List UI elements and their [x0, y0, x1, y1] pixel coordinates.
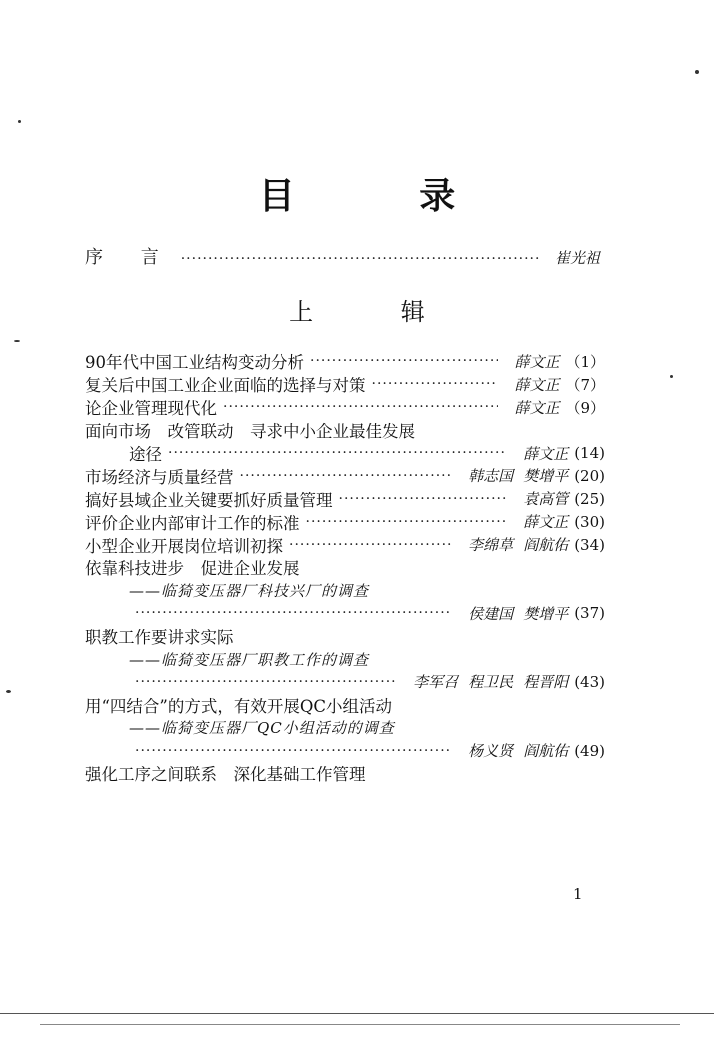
entry-page: (20): [574, 466, 605, 485]
entry-subtitle: ——临猗变压器厂科技兴厂的调查: [129, 581, 370, 600]
entry-author: 李绵草: [468, 536, 514, 555]
entry-subtitle: ——临猗变压器厂QC小组活动的调查: [129, 719, 395, 738]
entry-title: 复关后中国工业企业面临的选择与对策: [85, 376, 366, 396]
table-of-contents: [85, 350, 605, 785]
preface-author: 崔光祖: [554, 249, 600, 267]
page-number: 1: [573, 885, 583, 903]
toc-entry[interactable]: [85, 487, 605, 510]
entry-page: (14): [574, 444, 605, 462]
entry-author: 薛文正: [514, 375, 560, 394]
dot-leader: [168, 445, 507, 461]
entry-page: （7）: [565, 375, 605, 394]
entry-title: 职教工作要讲求实际: [85, 628, 234, 648]
scan-artifact-speck: [6, 690, 11, 693]
entry-page: (30): [574, 512, 605, 531]
entry-author: 薛文正: [523, 513, 569, 532]
entry-title: 面向市场 改管联动 寻求中小企业最佳发展: [85, 422, 415, 442]
toc-entry[interactable]: [85, 693, 605, 716]
page-title: 目 录: [258, 175, 512, 217]
entry-author: 阎航佑: [523, 742, 569, 761]
toc-entry[interactable]: [85, 533, 605, 556]
dot-leader: [310, 353, 498, 369]
scan-artifact-line: [0, 1013, 714, 1014]
entry-page: (34): [574, 535, 605, 554]
entry-author: 韩志国: [468, 467, 514, 486]
entry-title: 用“四结合”的方式，有效开展QC小组活动: [85, 696, 393, 716]
toc-entry[interactable]: [85, 350, 605, 373]
scan-artifact-speck: [14, 340, 20, 342]
entry-page: (43): [574, 672, 605, 691]
dot-leader: [223, 399, 498, 415]
toc-entry-continued[interactable]: [85, 442, 605, 465]
entry-author: 薛文正: [514, 398, 560, 417]
dot-leader: [289, 537, 452, 553]
entry-title: 市场经济与质量经营: [85, 467, 234, 487]
toc-entry[interactable]: [85, 396, 605, 419]
entry-page: （9）: [565, 398, 605, 417]
toc-entry[interactable]: [85, 464, 605, 487]
entry-author: 薛文正: [514, 352, 560, 371]
toc-entry-subtitle: [85, 716, 605, 739]
entry-author: 杨义贤: [468, 742, 514, 761]
entry-author: 樊增平: [523, 467, 569, 486]
entry-author: 程卫民: [468, 673, 514, 692]
entry-title: 途径: [129, 445, 162, 465]
toc-entry[interactable]: [85, 373, 605, 396]
section-heading: 上 辑: [289, 298, 465, 326]
dot-leader: [181, 251, 539, 267]
toc-entry-subtitle: [85, 648, 605, 671]
entry-subtitle: ——临猗变压器厂职教工作的调查: [129, 650, 370, 669]
preface-title: 序 言: [85, 247, 175, 268]
entry-title: 搞好县域企业关键要抓好质量管理: [85, 490, 333, 510]
dot-leader: [135, 743, 452, 759]
toc-entry-continued[interactable]: [85, 670, 605, 693]
entry-author: 侯建国: [468, 604, 514, 623]
entry-author: 李军召: [413, 673, 459, 692]
entry-title: 90年代中国工业结构变动分析: [85, 353, 304, 373]
entry-page: (25): [574, 489, 605, 508]
dot-leader: [306, 514, 508, 530]
entry-page: （1）: [565, 352, 605, 371]
dot-leader: [339, 491, 508, 507]
toc-entry[interactable]: [85, 625, 605, 648]
toc-entry[interactable]: [85, 556, 605, 579]
entry-author: 薛文正: [523, 444, 569, 463]
toc-entry[interactable]: [85, 762, 605, 785]
entry-title: 依靠科技进步 促进企业发展: [85, 559, 300, 579]
entry-page: (37): [574, 604, 605, 623]
entry-author: 程晋阳: [523, 673, 569, 692]
entry-author: 袁高管: [523, 490, 569, 509]
toc-entry-subtitle: [85, 579, 605, 602]
toc-entry[interactable]: [85, 510, 605, 533]
scan-artifact-speck: [670, 375, 673, 378]
dot-leader: [240, 468, 453, 484]
entry-title: 评价企业内部审计工作的标准: [85, 513, 300, 533]
dot-leader: [372, 376, 499, 392]
entry-author: 樊增平: [523, 604, 569, 623]
entry-title: 小型企业开展岗位培训初探: [85, 536, 283, 556]
toc-entry-continued[interactable]: [85, 602, 605, 625]
dot-leader: [135, 674, 397, 690]
scan-artifact-line: [40, 1024, 680, 1025]
preface-entry[interactable]: [85, 243, 600, 269]
scan-artifact-speck: [18, 120, 21, 123]
toc-entry[interactable]: [85, 419, 605, 442]
entry-title: 强化工序之间联系 深化基础工作管理: [85, 765, 366, 785]
scan-artifact-speck: [695, 70, 699, 74]
toc-entry-continued[interactable]: [85, 739, 605, 762]
dot-leader: [135, 605, 452, 621]
entry-author: 阎航佑: [523, 536, 569, 555]
entry-title: 论企业管理现代化: [85, 399, 217, 419]
entry-page: (49): [574, 741, 605, 760]
